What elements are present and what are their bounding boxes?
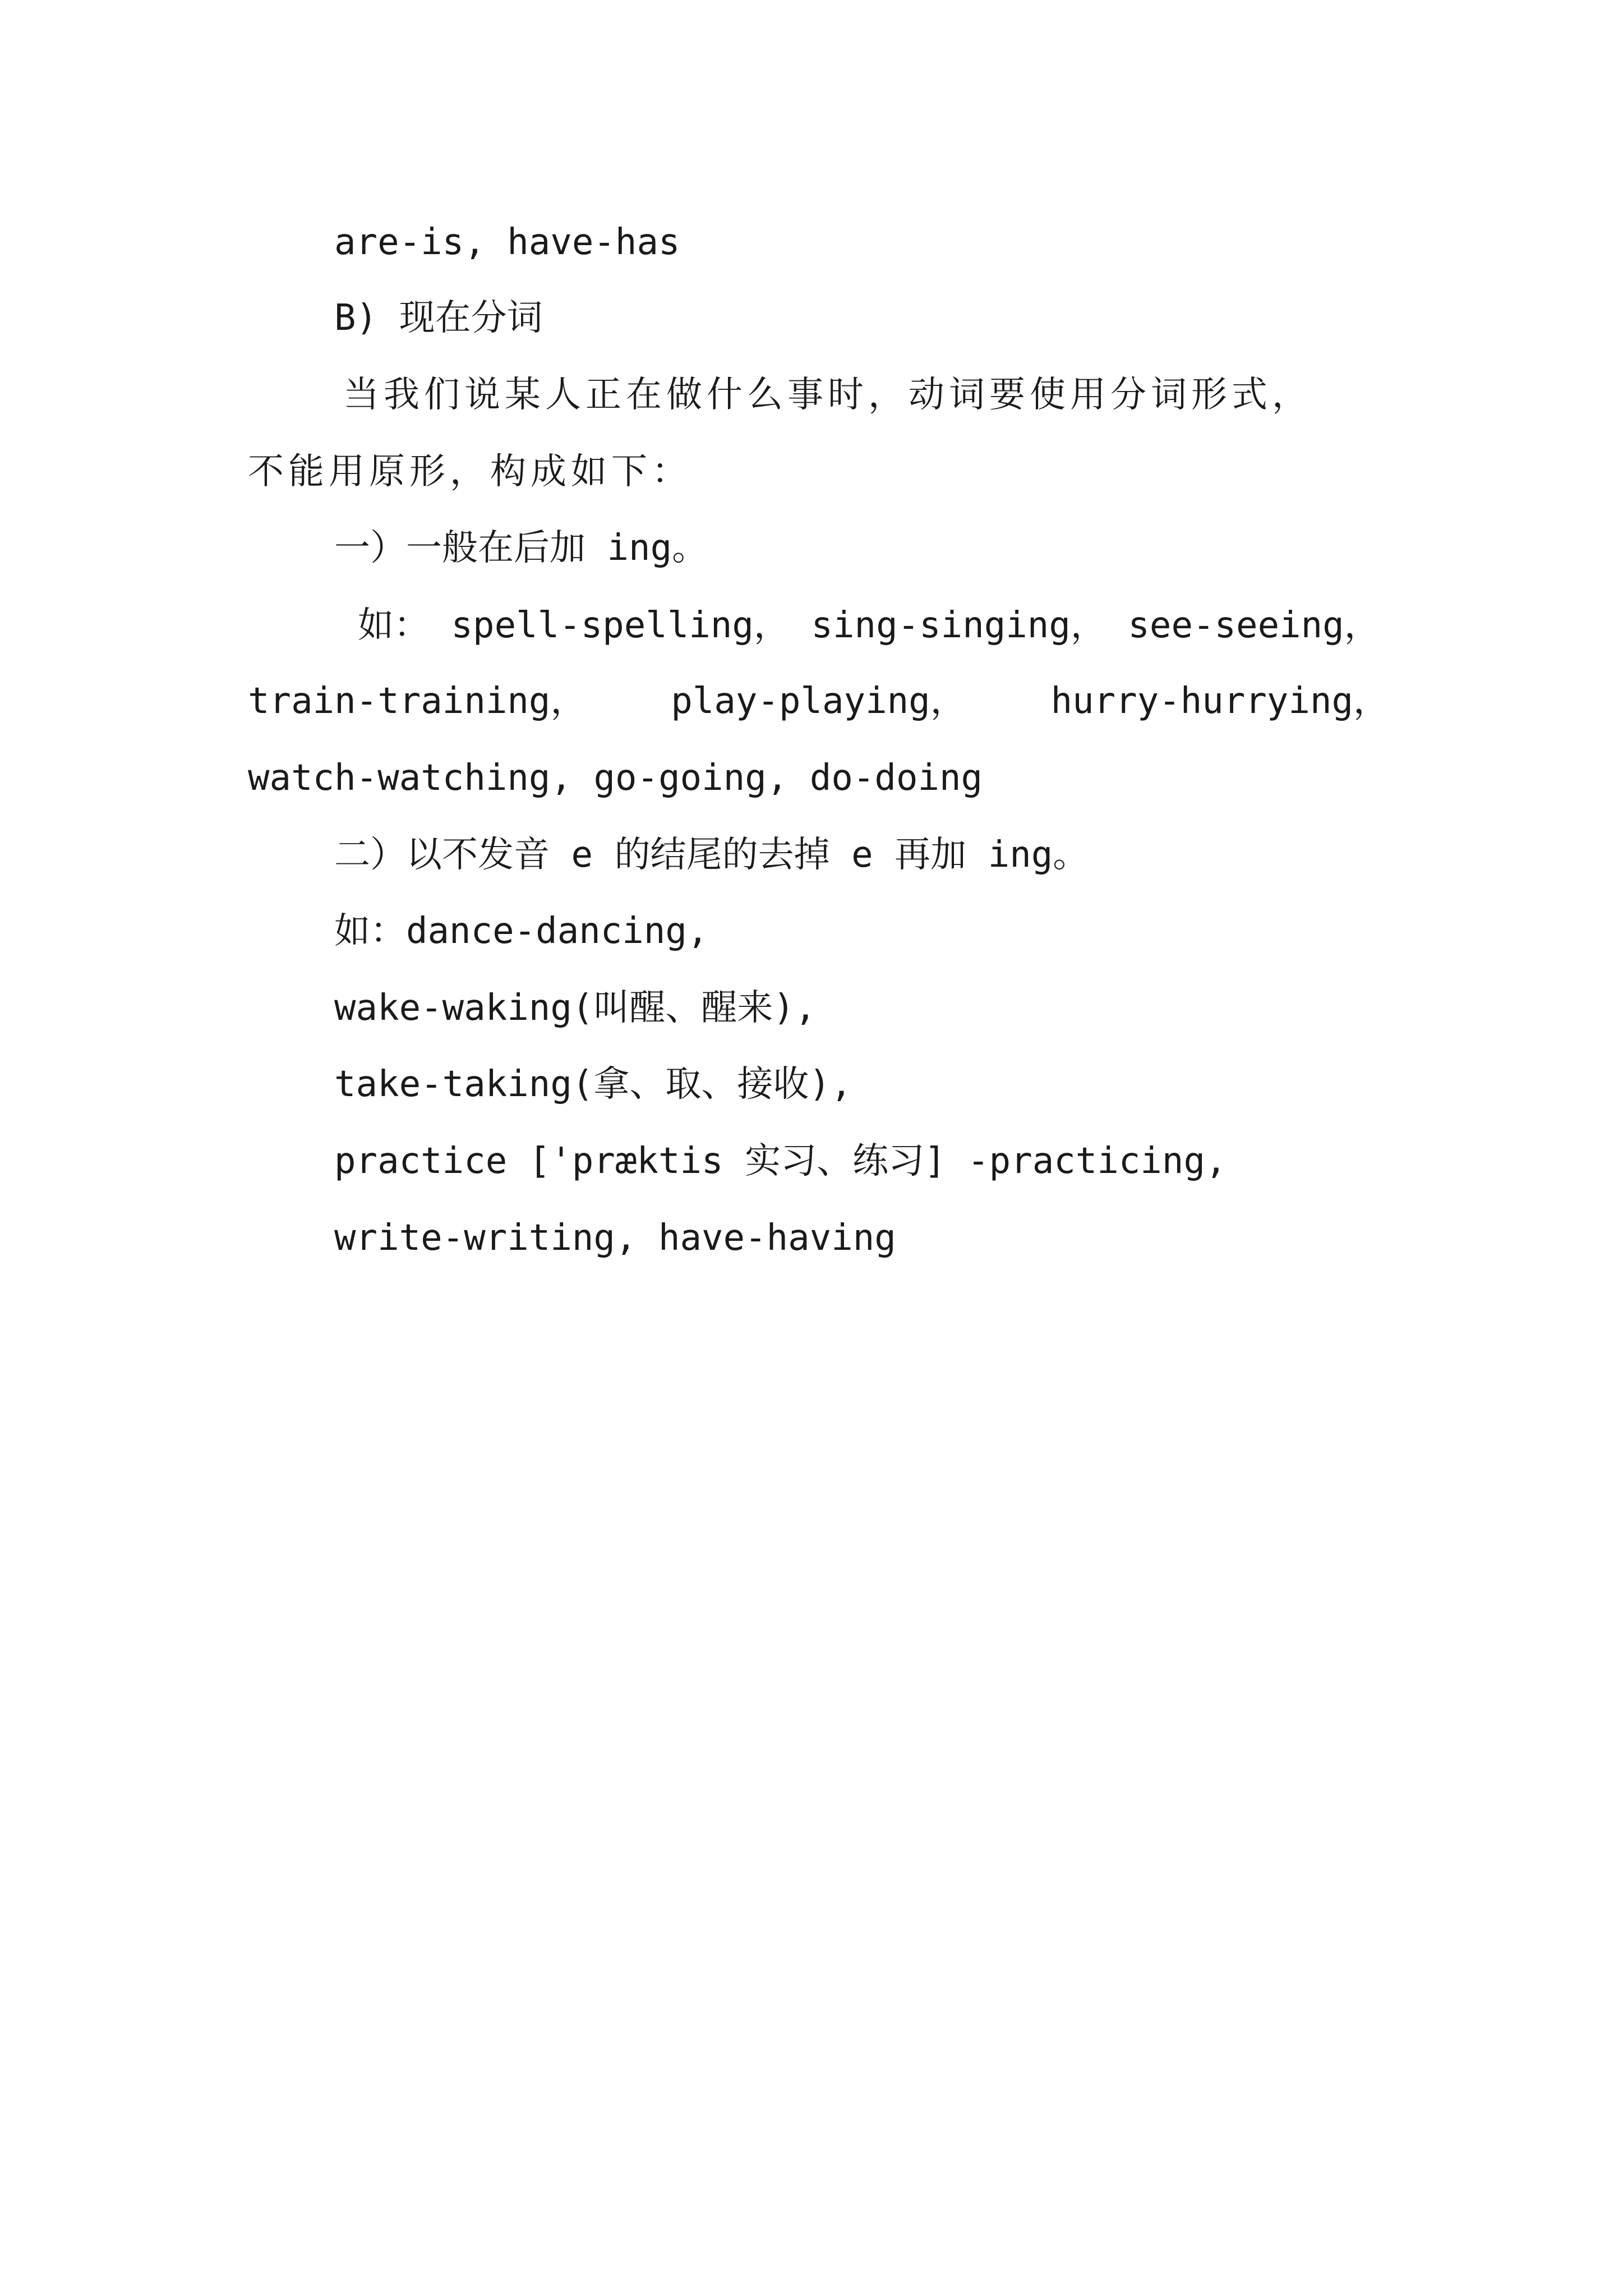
section-heading: B) 现在分词: [334, 297, 543, 339]
example-word: hurry-hurrying，: [1050, 680, 1389, 722]
example-line: 如： spell-spelling， sing-singing， see-seeing，: [358, 605, 1380, 646]
rule-heading: 一）一般在后加 ing。: [334, 527, 708, 569]
paragraph-line: 不能用原形，构成如下：: [248, 451, 692, 493]
example-line: 如：dance-dancing,: [334, 910, 709, 952]
example-line: [248, 679, 1389, 724]
rule-heading: 二）以不发音 e 的结尾的去掉 e 再加 ing。: [334, 834, 1089, 876]
example-word: train-training，: [248, 680, 587, 722]
text-line: are-is, have-has: [334, 222, 680, 263]
example-line: take-taking(拿、取、接收),: [334, 1064, 852, 1105]
example-line: watch-watching, go-going, do-doing: [248, 757, 983, 799]
paragraph-line: 当我们说某人正在做什么事时，动词要使用分词形式，: [343, 374, 1312, 416]
example-line: practice ['præktis 实习、练习] -practicing,: [334, 1140, 1227, 1182]
example-line: write-writing, have-having: [334, 1217, 896, 1259]
example-word: play-playing，: [671, 680, 966, 722]
example-line: wake-waking(叫醒、醒来),: [334, 987, 817, 1029]
